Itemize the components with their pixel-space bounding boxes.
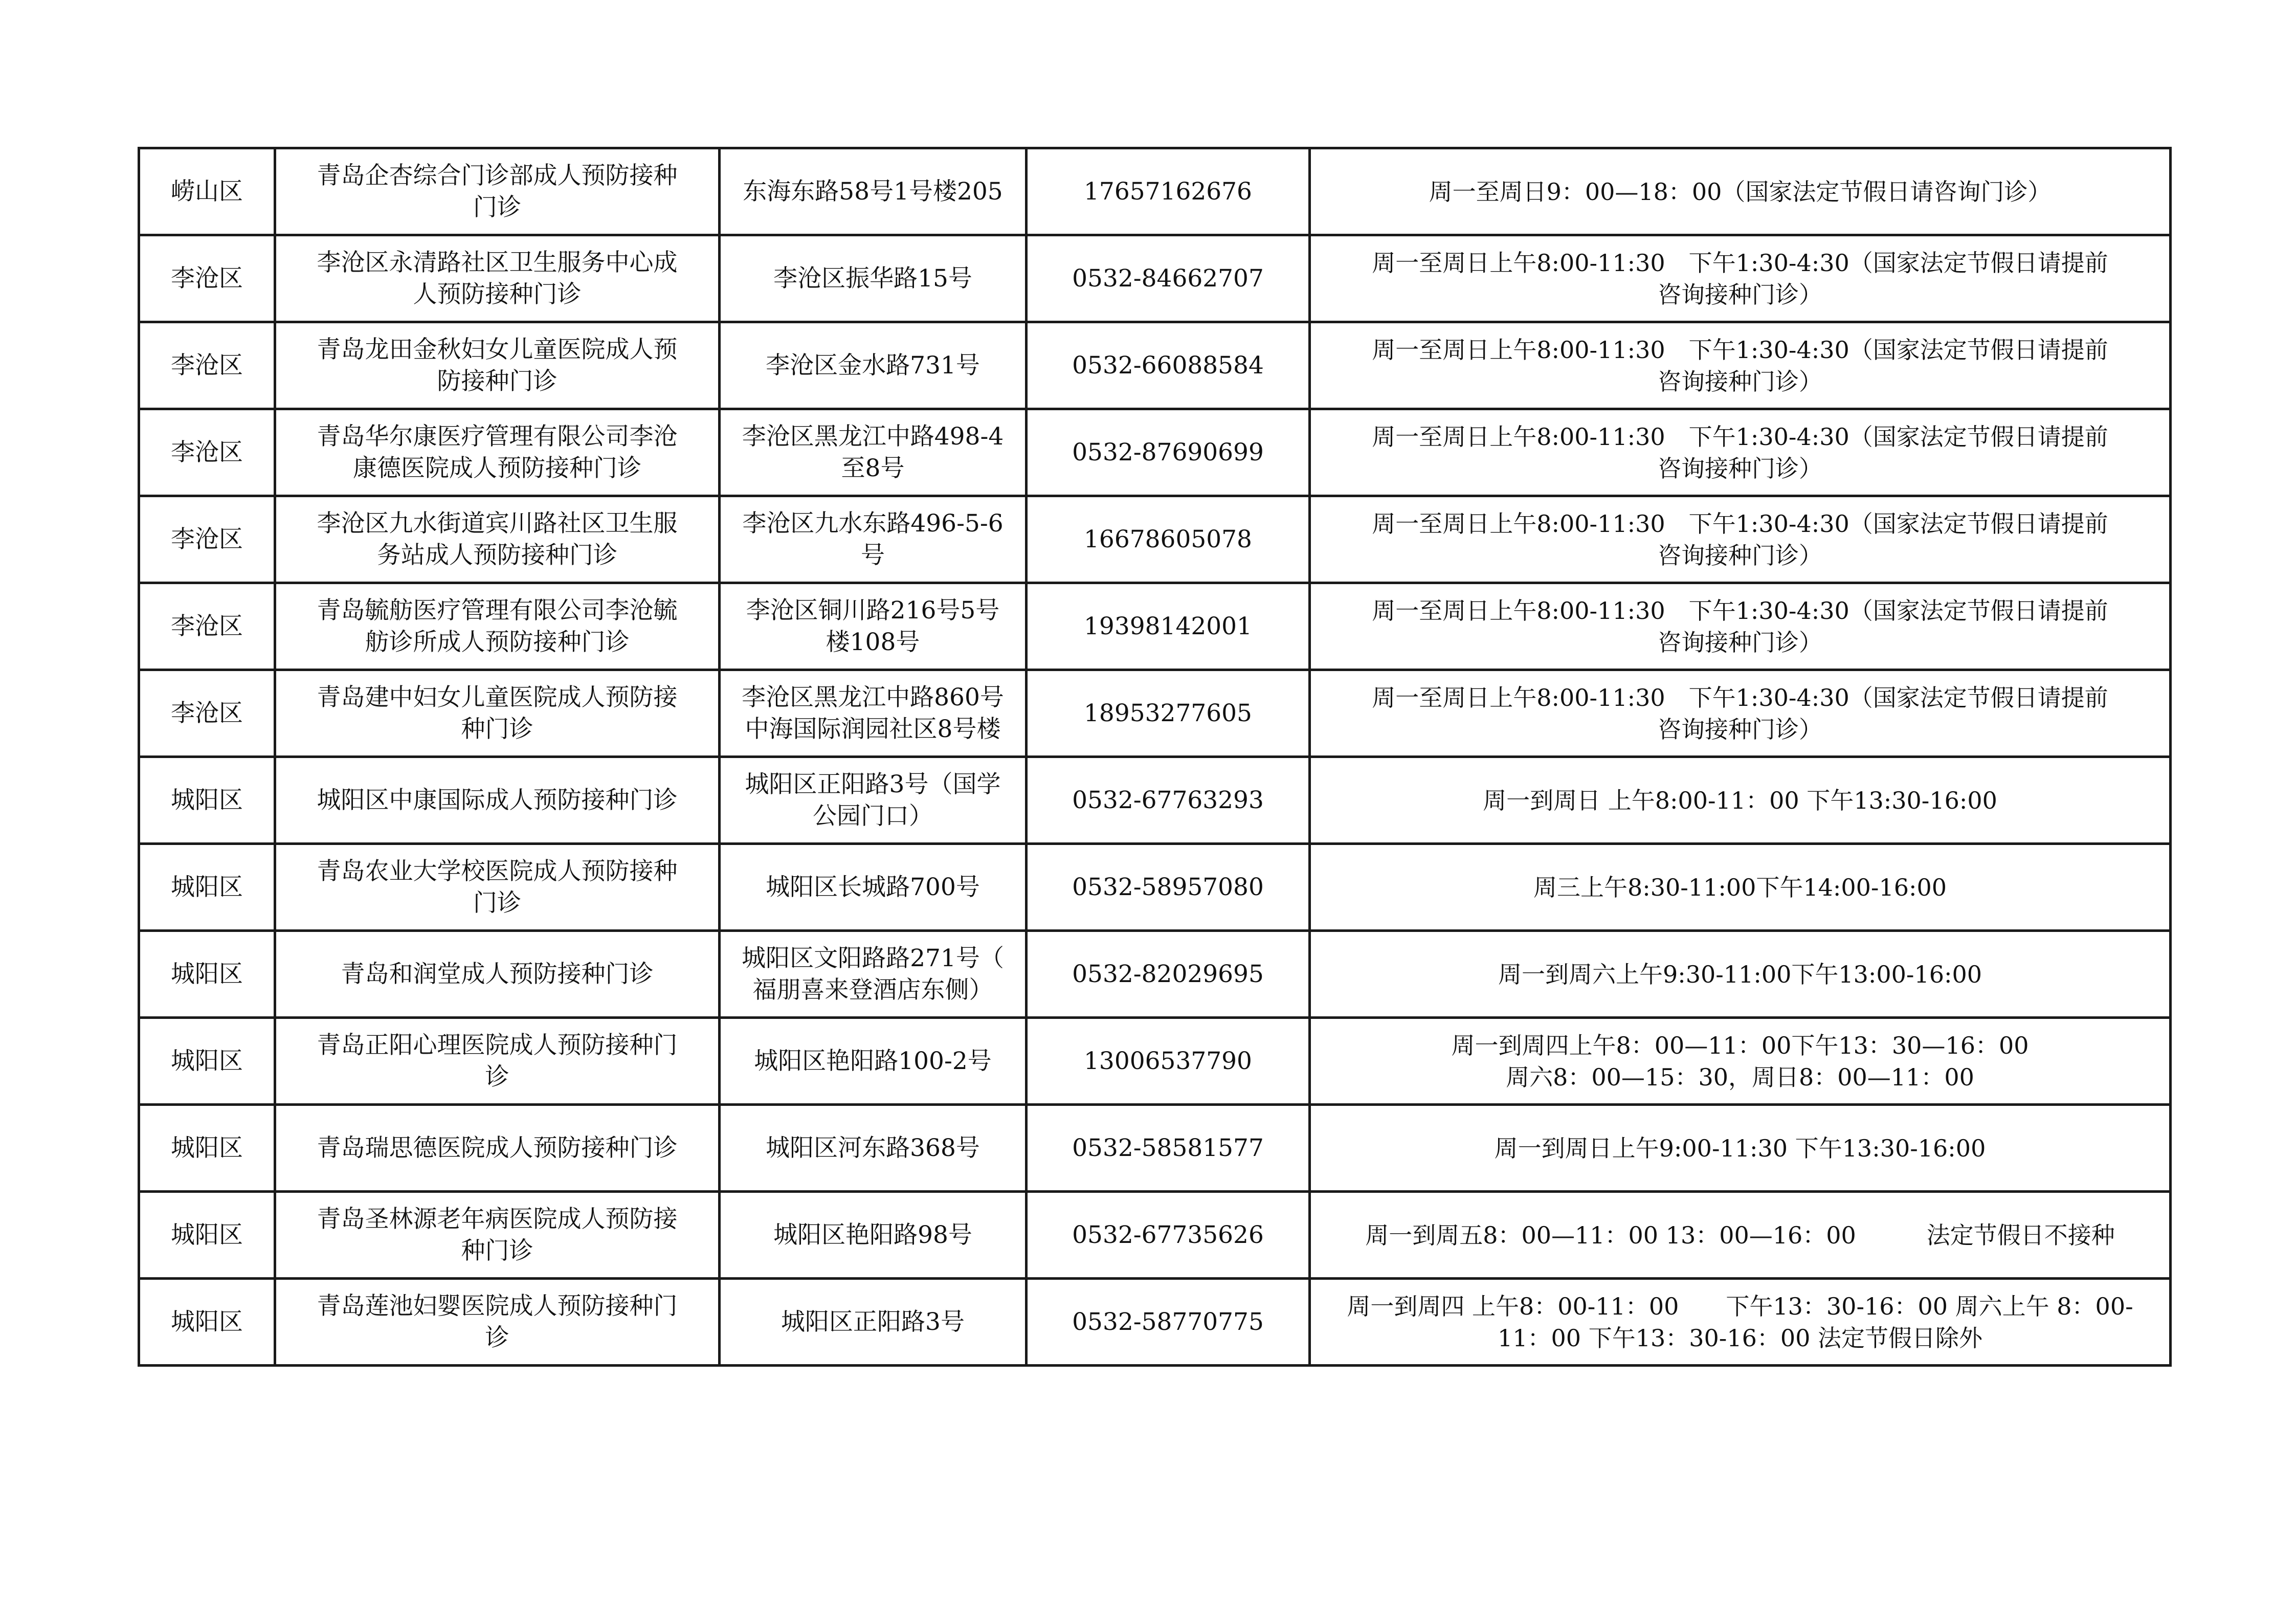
district-cell: 李沧区	[139, 583, 275, 670]
phone-cell: 0532-58581577	[1027, 1105, 1310, 1192]
table-row	[139, 931, 2171, 1018]
clinic-name-cell: 青岛圣林源老年病医院成人预防接 种门诊	[275, 1192, 720, 1279]
table-row	[139, 1279, 2171, 1366]
address-cell: 李沧区黑龙江中路498-4 至8号	[720, 409, 1027, 496]
clinic-name-cell: 城阳区中康国际成人预防接种门诊	[275, 757, 720, 844]
hours-cell: 周一至周日上午8:00-11:30 下午1:30-4:30（国家法定节假日请提前 咨询接种门诊）	[1310, 583, 2171, 670]
hours-cell: 周一至周日上午8:00-11:30 下午1:30-4:30（国家法定节假日请提前 咨询接种门诊）	[1310, 235, 2171, 322]
hours-cell: 周一至周日上午8:00-11:30 下午1:30-4:30（国家法定节假日请提前 咨询接种门诊）	[1310, 670, 2171, 757]
clinic-name-cell: 青岛农业大学校医院成人预防接种 门诊	[275, 844, 720, 931]
phone-cell: 0532-67763293	[1027, 757, 1310, 844]
district-cell: 城阳区	[139, 1018, 275, 1105]
clinic-name-cell: 青岛和润堂成人预防接种门诊	[275, 931, 720, 1018]
district-cell: 崂山区	[139, 148, 275, 235]
district-cell: 城阳区	[139, 1279, 275, 1366]
hours-cell: 周一至周日上午8:00-11:30 下午1:30-4:30（国家法定节假日请提前 咨询接种门诊）	[1310, 409, 2171, 496]
hours-cell: 周一至周日上午8:00-11:30 下午1:30-4:30（国家法定节假日请提前 咨询接种门诊）	[1310, 322, 2171, 409]
hours-cell: 周一到周日上午9:00-11:30 下午13:30-16:00	[1310, 1105, 2171, 1192]
address-cell: 城阳区长城路700号	[720, 844, 1027, 931]
district-cell: 城阳区	[139, 1192, 275, 1279]
hours-cell: 周一到周四 上午8：00-11：00 下午13：30-16：00 周六上午 8：00- 11：00 下午13：30-16：00 法定节假日除外	[1310, 1279, 2171, 1366]
phone-cell: 16678605078	[1027, 496, 1310, 583]
phone-cell: 17657162676	[1027, 148, 1310, 235]
table-row	[139, 496, 2171, 583]
clinic-name-cell: 青岛企杏综合门诊部成人预防接种 门诊	[275, 148, 720, 235]
phone-cell: 0532-87690699	[1027, 409, 1310, 496]
table-row	[139, 583, 2171, 670]
hours-cell: 周一至周日9：00—18：00（国家法定节假日请咨询门诊）	[1310, 148, 2171, 235]
district-cell: 李沧区	[139, 670, 275, 757]
phone-cell: 0532-84662707	[1027, 235, 1310, 322]
table-row	[139, 1105, 2171, 1192]
table-row	[139, 322, 2171, 409]
district-cell: 城阳区	[139, 1105, 275, 1192]
district-cell: 李沧区	[139, 235, 275, 322]
clinic-name-cell: 青岛华尔康医疗管理有限公司李沧 康德医院成人预防接种门诊	[275, 409, 720, 496]
clinic-name-cell: 青岛龙田金秋妇女儿童医院成人预 防接种门诊	[275, 322, 720, 409]
district-cell: 城阳区	[139, 757, 275, 844]
table-row	[139, 757, 2171, 844]
vaccination-clinic-table	[138, 147, 2172, 1367]
table-row	[139, 844, 2171, 931]
hours-cell: 周三上午8:30-11:00下午14:00-16:00	[1310, 844, 2171, 931]
phone-cell: 0532-67735626	[1027, 1192, 1310, 1279]
table-row	[139, 670, 2171, 757]
address-cell: 东海东路58号1号楼205	[720, 148, 1027, 235]
address-cell: 李沧区铜川路216号5号 楼108号	[720, 583, 1027, 670]
table-row	[139, 1018, 2171, 1105]
address-cell: 城阳区正阳路3号	[720, 1279, 1027, 1366]
phone-cell: 0532-58957080	[1027, 844, 1310, 931]
address-cell: 城阳区文阳路路271号（ 福朋喜来登酒店东侧）	[720, 931, 1027, 1018]
address-cell: 城阳区艳阳路100-2号	[720, 1018, 1027, 1105]
phone-cell: 0532-58770775	[1027, 1279, 1310, 1366]
address-cell: 城阳区河东路368号	[720, 1105, 1027, 1192]
district-cell: 李沧区	[139, 496, 275, 583]
table-body	[139, 148, 2171, 1366]
phone-cell: 19398142001	[1027, 583, 1310, 670]
clinic-name-cell: 李沧区九水街道宾川路社区卫生服 务站成人预防接种门诊	[275, 496, 720, 583]
address-cell: 李沧区振华路15号	[720, 235, 1027, 322]
table-row	[139, 409, 2171, 496]
clinic-name-cell: 青岛正阳心理医院成人预防接种门 诊	[275, 1018, 720, 1105]
hours-cell: 周一到周四上午8：00—11：00下午13：30—16：00 周六8：00—15：30，周日8：00—11：00	[1310, 1018, 2171, 1105]
clinic-name-cell: 青岛毓舫医疗管理有限公司李沧毓 舫诊所成人预防接种门诊	[275, 583, 720, 670]
address-cell: 李沧区九水东路496-5-6 号	[720, 496, 1027, 583]
address-cell: 城阳区艳阳路98号	[720, 1192, 1027, 1279]
clinic-name-cell: 青岛瑞思德医院成人预防接种门诊	[275, 1105, 720, 1192]
table-row	[139, 235, 2171, 322]
district-cell: 城阳区	[139, 931, 275, 1018]
address-cell: 李沧区金水路731号	[720, 322, 1027, 409]
clinic-name-cell: 青岛建中妇女儿童医院成人预防接 种门诊	[275, 670, 720, 757]
phone-cell: 0532-82029695	[1027, 931, 1310, 1018]
district-cell: 李沧区	[139, 409, 275, 496]
clinic-name-cell: 青岛莲池妇婴医院成人预防接种门 诊	[275, 1279, 720, 1366]
hours-cell: 周一到周六上午9:30-11:00下午13:00-16:00	[1310, 931, 2171, 1018]
district-cell: 李沧区	[139, 322, 275, 409]
table-row	[139, 148, 2171, 235]
district-cell: 城阳区	[139, 844, 275, 931]
table-row	[139, 1192, 2171, 1279]
address-cell: 城阳区正阳路3号（国学 公园门口）	[720, 757, 1027, 844]
phone-cell: 0532-66088584	[1027, 322, 1310, 409]
address-cell: 李沧区黑龙江中路860号 中海国际润园社区8号楼	[720, 670, 1027, 757]
phone-cell: 18953277605	[1027, 670, 1310, 757]
phone-cell: 13006537790	[1027, 1018, 1310, 1105]
clinic-name-cell: 李沧区永清路社区卫生服务中心成 人预防接种门诊	[275, 235, 720, 322]
hours-cell: 周一至周日上午8:00-11:30 下午1:30-4:30（国家法定节假日请提前 咨询接种门诊）	[1310, 496, 2171, 583]
hours-cell: 周一到周五8：00—11：00 13：00—16：00 法定节假日不接种	[1310, 1192, 2171, 1279]
hours-cell: 周一到周日 上午8:00-11：00 下午13:30-16:00	[1310, 757, 2171, 844]
